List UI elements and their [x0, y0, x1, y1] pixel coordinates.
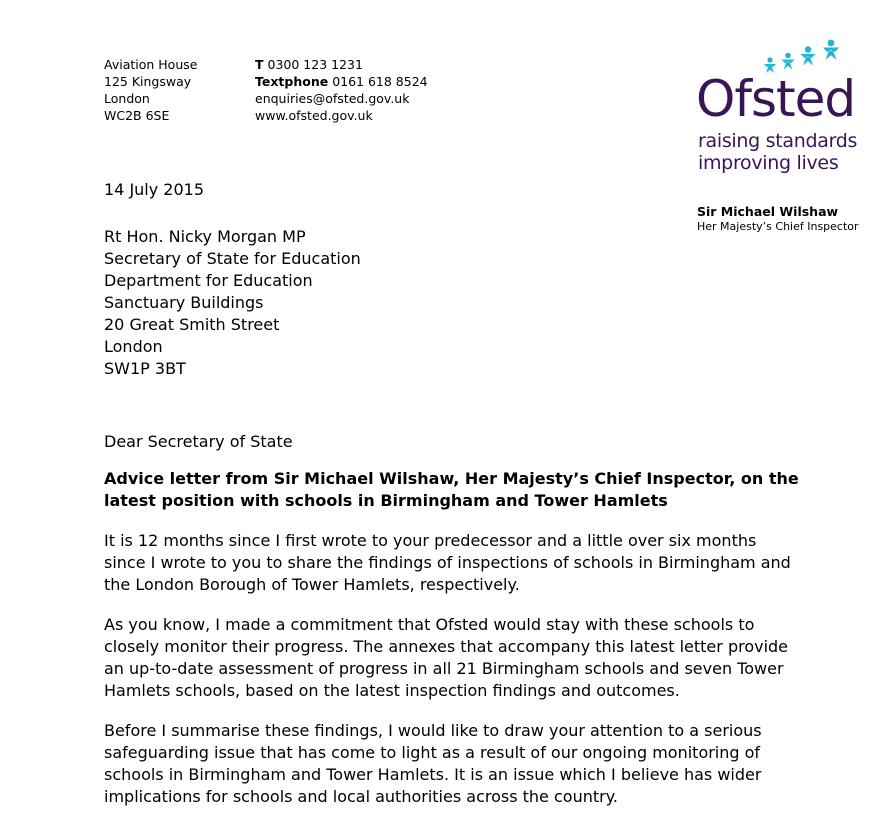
- logo-tagline-line-2: improving lives: [698, 152, 839, 174]
- textphone-number: 0161 618 8524: [332, 74, 428, 89]
- body-paragraph: Before I summarise these findings, I would like to draw your attention to a serious safeguarding issue that has come to light as a result of our ongoing monitoring of schools in Birmingham and Tower Hamlets. It is an issue which I believe has wider implications for schools and local authorities across the country.: [104, 721, 762, 806]
- address-line: WC2B 6SE: [104, 108, 170, 123]
- body-paragraph: As you know, I made a commitment that Ofsted would stay with these schools to closely monitor their progress. The annexes that accompany this latest letter provide an up-to-date assessment of progress in all 21 Birmingham schools and seven Tower Hamlets schools, based on the latest inspection findings and outcomes.: [104, 615, 789, 700]
- phone-label: T: [255, 57, 264, 72]
- recipient-line: Sanctuary Buildings: [104, 293, 264, 312]
- recipient-line: Department for Education: [104, 271, 313, 290]
- recipient-line: 20 Great Smith Street: [104, 315, 280, 334]
- recipient-line: SW1P 3BT: [104, 359, 186, 378]
- signatory-title: Her Majesty’s Chief Inspector: [697, 220, 859, 233]
- phone-line: [255, 56, 428, 73]
- phone-number: 0300 123 1231: [267, 57, 363, 72]
- address-line: London: [104, 91, 150, 106]
- salutation: Dear Secretary of State: [104, 432, 293, 451]
- body-paragraph: It is 12 months since I first wrote to your predecessor and a little over six months since I wrote to you to share the findings of inspections of schools in Birmingham and the London Borough of Tower Hamlets, respectively.: [104, 531, 791, 594]
- logo-tagline-line-1: raising standards: [698, 130, 858, 152]
- textphone-label: Textphone: [255, 74, 329, 89]
- email-line: enquiries@ofsted.gov.uk: [255, 91, 410, 106]
- recipient-line: London: [104, 337, 163, 356]
- letter-date: 14 July 2015: [104, 180, 205, 199]
- address-line: 125 Kingsway: [104, 74, 192, 89]
- recipient-address: [104, 226, 361, 380]
- sender-contact: [255, 56, 428, 124]
- recipient-line: Rt Hon. Nicky Morgan MP: [104, 227, 306, 246]
- signatory-name: Sir Michael Wilshaw: [697, 204, 839, 219]
- logo-tagline: [698, 130, 857, 174]
- recipient-line: Secretary of State for Education: [104, 249, 361, 268]
- ofsted-logo: [692, 38, 862, 178]
- textphone-line: [255, 73, 428, 90]
- address-line: Aviation House: [104, 57, 198, 72]
- website-line: www.ofsted.gov.uk: [255, 108, 373, 123]
- logo-wordmark: Ofsted: [696, 70, 856, 128]
- letter-subject: Advice letter from Sir Michael Wilshaw, Her Majesty’s Chief Inspector, on the latest position with schools in Birmingham and Tower Hamlets: [104, 469, 799, 510]
- sender-address: [104, 56, 197, 124]
